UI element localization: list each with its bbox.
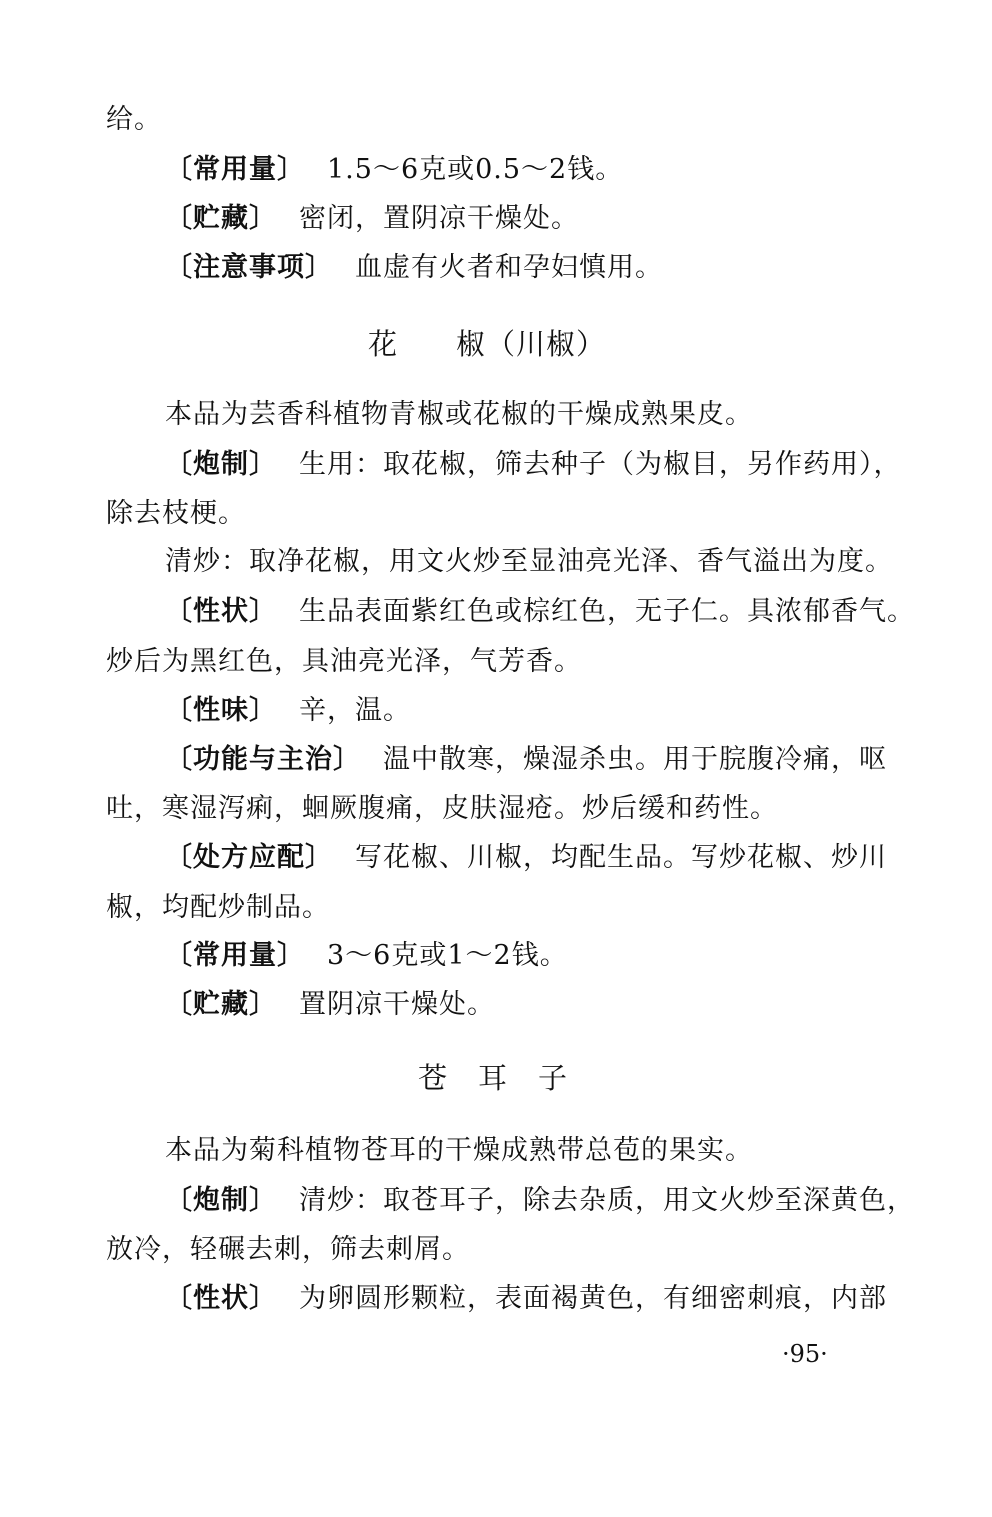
field-storage [165,988,495,1022]
heading-part: 花 [368,327,399,361]
text-line-content: 放冷，轻碾去刺，筛去刺屑。 [106,1234,470,1265]
field-text: 1.5～6克或0.5～2钱。 [327,154,624,185]
text-line [106,792,778,826]
field-functions [165,743,887,777]
field-text: 密闭，置阴凉干燥处。 [299,203,579,234]
text-line [165,545,893,579]
text-line [106,891,330,925]
field-label: 〔功能与主治〕 [165,744,361,775]
page-number [782,1339,828,1369]
field-label: 〔贮藏〕 [165,203,277,234]
field-prescription [165,841,887,875]
field-text: 温中散寒，燥湿杀虫。用于脘腹冷痛，呕 [383,744,887,775]
field-processing [165,448,902,482]
text-line [165,398,753,432]
text-line-content: 本品为菊科植物苍耳的干燥成熟带总苞的果实。 [165,1135,753,1166]
field-label: 〔性味〕 [165,695,277,726]
text-line-content: 本品为芸香科植物青椒或花椒的干燥成熟果皮。 [165,399,753,430]
text-line-content: 椒，均配炒制品。 [106,892,330,923]
field-taste-nature [165,694,411,728]
field-label: 〔炮制〕 [165,1185,277,1216]
text-line [106,497,246,531]
field-processing [165,1184,915,1218]
field-text: 置阴凉干燥处。 [299,989,495,1020]
field-characteristics [165,1282,887,1316]
section-heading-cangerzi [418,1060,568,1096]
field-label: 〔常用量〕 [165,154,305,185]
field-text: 辛，温。 [299,695,411,726]
field-label: 〔常用量〕 [165,940,305,971]
section-heading-huajiao [368,326,606,362]
page-number-text: ·95· [782,1340,828,1368]
field-characteristics [165,595,915,629]
field-text: 清炒：取苍耳子，除去杂质，用文火炒至深黄色， [299,1185,915,1216]
field-label: 〔性状〕 [165,1283,277,1314]
field-precautions [165,251,663,285]
field-text: 写花椒、川椒，均配生品。写炒花椒、炒川 [355,842,887,873]
field-label: 〔处方应配〕 [165,842,333,873]
text-line-content: 炒后为黑红色，具油亮光泽，气芳香。 [106,646,582,677]
field-text: 血虚有火者和孕妇慎用。 [355,252,663,283]
text-line-content: 给。 [106,104,162,135]
field-text: 生品表面紫红色或棕红色，无子仁。具浓郁香气。 [299,596,915,627]
heading-text: 苍 耳 子 [418,1061,569,1095]
text-line [106,103,162,137]
text-line [165,1134,753,1168]
field-label: 〔注意事项〕 [165,252,333,283]
text-line-content: 吐，寒湿泻痢，蛔厥腹痛，皮肤湿疮。炒后缓和药性。 [106,793,778,824]
field-label: 〔性状〕 [165,596,277,627]
field-common-dosage [165,939,568,973]
field-common-dosage [165,153,623,187]
heading-part: 椒（川椒） [456,327,607,361]
field-text: 为卵圆形颗粒，表面褐黄色，有细密刺痕，内部 [299,1283,887,1314]
text-line-content: 除去枝梗。 [106,498,246,529]
field-storage [165,202,579,236]
field-text: 3～6克或1～2钱。 [327,940,568,971]
field-label: 〔贮藏〕 [165,989,277,1020]
field-text: 生用：取花椒，筛去种子（为椒目，另作药用）， [299,449,902,480]
text-line-content: 清炒：取净花椒，用文火炒至显油亮光泽、香气溢出为度。 [165,546,893,577]
text-line [106,1233,470,1267]
field-label: 〔炮制〕 [165,449,277,480]
text-line [106,645,582,679]
